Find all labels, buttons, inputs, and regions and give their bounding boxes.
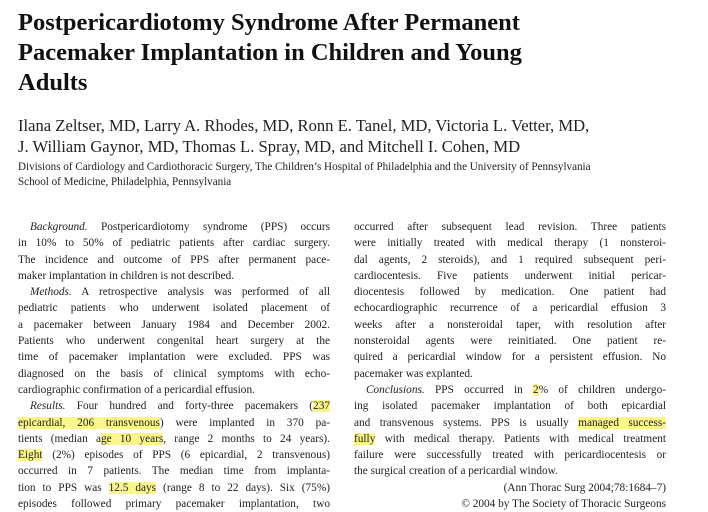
title-line: Adults <box>18 69 88 96</box>
text-span: and transvenous systems. PPS is usually <box>354 416 579 429</box>
text-span: % of children undergo- <box>538 383 666 396</box>
text-span: A retrospective analysis was performed of all <box>71 286 330 299</box>
text-span: (2%) episodes of PPS (6 epicardial, 2 transvenous) <box>42 449 330 462</box>
abstract-line: ing isolated pacemaker implantation of both epicardial <box>354 400 666 413</box>
abstract-line: pediatric patients who underwent isolated placement of <box>18 302 330 315</box>
abstract-left-column <box>18 219 330 512</box>
abstract-line: The incidence and outcome of PPS after permanent pace- <box>18 253 330 266</box>
citation: (Ann Thorac Surg 2004;78:1684–7) <box>503 481 666 494</box>
abstract-line: diagnosed on the basis of clinical symptoms with echo- <box>18 367 330 380</box>
abstract-line <box>354 415 666 431</box>
abstract-line: cardiocentesis. Five patients underwent initial pericar- <box>354 269 666 282</box>
text-span: , range 2 months to 24 years). <box>163 432 330 445</box>
text-span: PPS occurred in <box>424 383 534 396</box>
highlight-span: managed success- <box>578 416 666 429</box>
abstract-line: the surgical creation of a pericardial window. <box>354 465 558 478</box>
author-list <box>18 115 698 157</box>
abstract-line <box>18 219 330 235</box>
copyright: © 2004 by The Society of Thoracic Surgeons <box>461 498 666 511</box>
abstract-line: in 10% to 50% of pediatric patients after cardiac surgery. <box>18 237 330 250</box>
title-line: Pacemaker Implantation in Children and Young <box>18 39 522 66</box>
abstract-line <box>354 382 666 398</box>
text-span: tients (median a <box>18 432 101 445</box>
abstract-line: episodes followed primary pacemaker implantation, two <box>18 498 330 511</box>
abstract-line: a pacemaker between January 1984 and December 2002. <box>18 318 330 331</box>
text-span: (range 8 to 22 days). Six (75%) <box>156 481 331 494</box>
section-label-methods: Methods. <box>30 286 72 299</box>
author-line: J. William Gaynor, MD, Thomas L. Spray, MD, and Mitchell I. Cohen, MD <box>18 137 521 156</box>
text-span: with medical therapy. Patients with medical treatment <box>375 432 666 445</box>
abstract-line: Patients who underwent congenital heart surgery at the <box>18 335 330 348</box>
abstract-line: failure were successfully treated with pericardiocentesis or <box>354 449 666 462</box>
highlight-span: epicardial, 206 transvenous <box>18 416 160 429</box>
abstract-line <box>354 431 666 447</box>
text-span: ) were implanted in 370 pa- <box>159 416 330 429</box>
abstract-line: dal agents, 2 steroids), and 1 required subsequent peri- <box>354 253 666 266</box>
abstract-line: occurred after subsequent lead revision. Three patients <box>354 221 666 233</box>
text-span: tion to PPS was <box>18 481 109 494</box>
highlight-span: Eight <box>18 449 43 462</box>
abstract-line: time of pacemaker implantation were excluded. PPS was <box>18 351 330 364</box>
abstract-line <box>18 415 330 431</box>
abstract-line: nonsteroidal agents were reinitiated. One patient re- <box>354 335 666 348</box>
title-line: Postpericardiotomy Syndrome After Permanent <box>18 9 520 36</box>
abstract-line: diocentesis followed by medication. One patient had <box>354 286 666 299</box>
section-label-background: Background. <box>30 221 88 233</box>
abstract-line <box>18 398 330 414</box>
text-span: Four hundred and forty-three pacemakers ( <box>65 400 314 413</box>
abstract-line: pacemaker was explanted. <box>354 367 473 380</box>
abstract-line <box>18 447 330 463</box>
abstract-line: cardiographic confirmation of a pericardial effusion. <box>18 383 255 396</box>
affiliation <box>18 160 698 189</box>
abstract-line: maker implantation in children is not described. <box>18 269 235 282</box>
highlight-span: 2 <box>533 383 539 396</box>
abstract-line <box>18 480 330 496</box>
affiliation-line: Divisions of Cardiology and Cardiothoracic Surgery, The Children’s Hospital of Philadelphia and the University of Pennsylvania <box>18 161 591 173</box>
abstract-line <box>18 284 330 300</box>
abstract-line: echocardiographic recurrence of a pericardial effusion 3 <box>354 302 666 315</box>
author-line: Ilana Zeltser, MD, Larry A. Rhodes, MD, Ronn E. Tanel, MD, Victoria L. Vetter, MD, <box>18 116 590 135</box>
abstract-line: quired a pericardial window for a persistent effusion. No <box>354 351 666 364</box>
highlight-span: fully <box>354 432 376 445</box>
abstract-line: were initially treated with medical therapy (1 nonsteroi- <box>354 237 666 250</box>
abstract-right-column <box>354 219 666 512</box>
paper-title <box>18 8 690 98</box>
abstract-line: weeks after a nonsteroidal taper, with resolution after <box>354 318 666 331</box>
highlight-span: 12.5 days <box>108 481 157 494</box>
section-label-conclusions: Conclusions. <box>366 383 425 396</box>
highlight-span: 237 <box>313 400 330 413</box>
section-label-results: Results. <box>30 400 66 413</box>
text-span: Postpericardiotomy syndrome (PPS) occurs <box>87 221 330 233</box>
highlight-span: ge 10 years <box>100 432 164 445</box>
affiliation-line: School of Medicine, Philadelphia, Pennsylvania <box>18 175 232 188</box>
abstract-line: occurred in 7 patients. The median time from implanta- <box>18 465 330 478</box>
abstract-line <box>18 431 330 447</box>
